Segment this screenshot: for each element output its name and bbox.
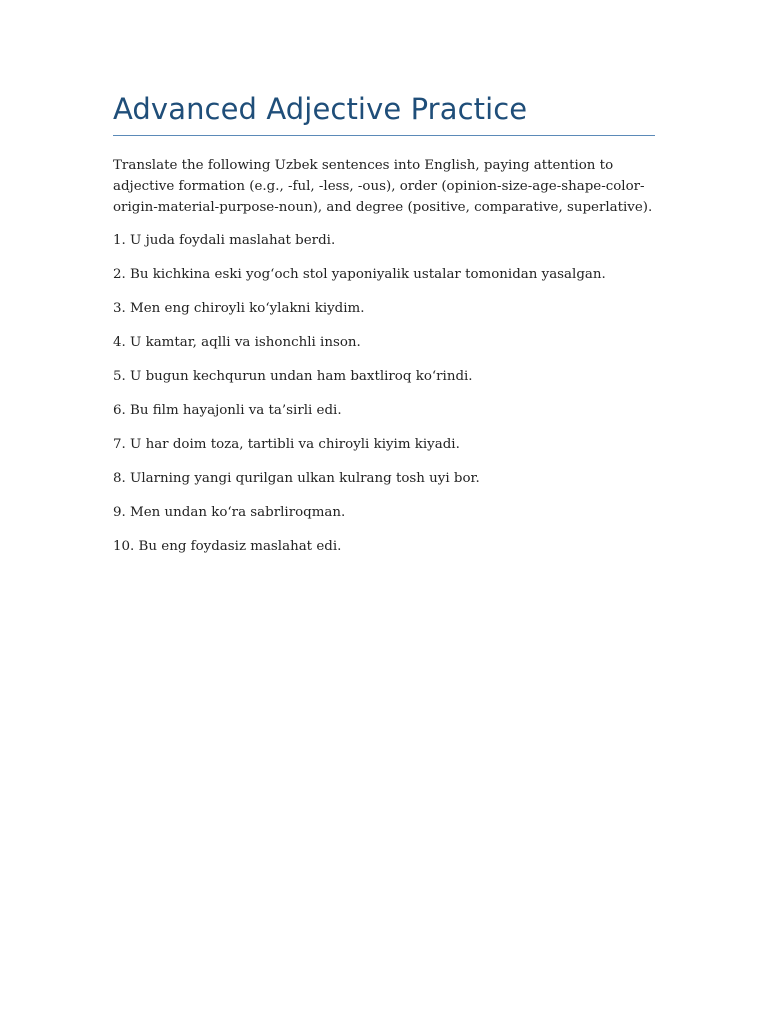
sentence-list (113, 230, 655, 557)
sentence-item: 1. U juda foydali maslahat berdi. (113, 232, 336, 248)
instructions-paragraph: Translate the following Uzbek sentences into English, paying attention to adjective formation (e.g., -ful, -less, -ous), order (opinion-size-age-shape-color-origin-material-purpose-noun), and degree (positive, comparative, superlative). (113, 157, 653, 215)
sentence-item: 4. U kamtar, aqlli va ishonchli inson. (113, 334, 361, 350)
sentence-item: 7. U har doim toza, tartibli va chiroyli kiyim kiyadi. (113, 436, 460, 452)
sentence-item: 5. U bugun kechqurun undan ham baxtliroq ko‘rindi. (113, 368, 473, 384)
document-title: Advanced Adjective Practice (113, 92, 528, 126)
sentence-item: 9. Men undan ko‘ra sabrliroqman. (113, 504, 346, 520)
document-body (113, 92, 655, 570)
title-underline (113, 135, 655, 136)
sentence-item: 10. Bu eng foydasiz maslahat edi. (113, 538, 342, 554)
sentence-item: 3. Men eng chiroyli ko‘ylakni kiydim. (113, 300, 365, 316)
sentence-item: 6. Bu film hayajonli va ta’sirli edi. (113, 402, 342, 418)
sentence-item: 8. Ularning yangi qurilgan ulkan kulrang tosh uyi bor. (113, 470, 480, 486)
sentence-item: 2. Bu kichkina eski yog‘och stol yaponiyalik ustalar tomonidan yasalgan. (113, 266, 606, 282)
